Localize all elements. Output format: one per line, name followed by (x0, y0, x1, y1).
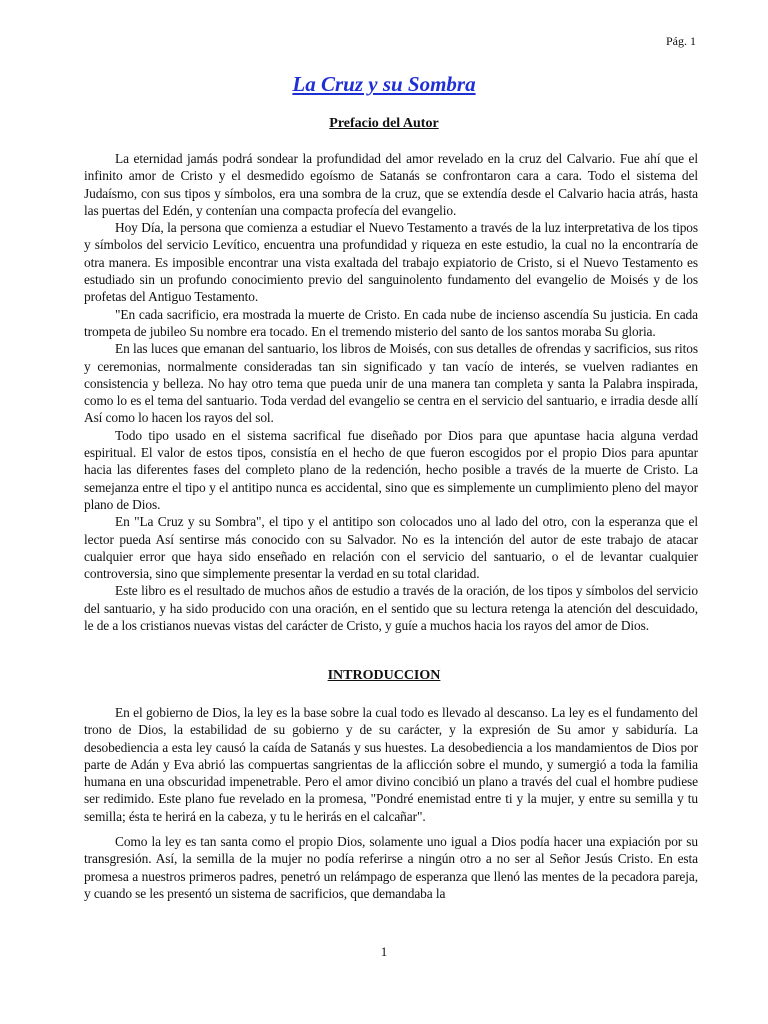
page-number: 1 (380, 944, 388, 959)
introduction-body (84, 704, 698, 902)
document-title: La Cruz y su Sombra (292, 72, 476, 96)
page-header-label: Pág. 1 (666, 34, 696, 48)
preface-paragraph: En "La Cruz y su Sombra", el tipo y el antitipo son colocados uno al lado del otro, con la esperanza que el lector pueda Así sentirse más conocido con su Salvador. No es la intención del autor de este trabajo de atacar cualquier error que haya sido enseñado en relación con el servicio del santuario, o el de levantar cualquier controversia, sino que simplemente presentar la verdad en su total claridad. (84, 514, 698, 582)
introduction-heading: INTRODUCCION (327, 668, 441, 683)
preface-paragraph: Este libro es el resultado de muchos años de estudio a través de la oración, de los tipos y símbolos del servicio del santuario, y ha sido producido con una oración, en el sentido que su lectura retenga la atención del descuidado, le de a los cristianos nuevas vistas del carácter de Cristo, y guíe a muchos hacia los rayos del amor de Dios. (84, 583, 698, 634)
introduction-paragraph: Como la ley es tan santa como el propio Dios, solamente uno igual a Dios podía hacer una expiación por su transgresión. Así, la semilla de la mujer no podía referirse a ningún otro a no ser al Señor Jesús Cristo. En esta promesa a nuestros primeros padres, penetró un relámpago de esperanza que llenó las mentes de la pecadora pareja, y cuando se les presentó un sistema de sacrificios, que demandaba la (84, 834, 698, 901)
preface-paragraph: Hoy Día, la persona que comienza a estudiar el Nuevo Testamento a través de la luz interpretativa de los tipos y símbolos del servicio Levítico, encuentra una profundidad y riqueza en este estudio, la cual no la encontraría de otra manera. Es imposible encontrar una vista exaltada del trabajo expiatorio de Cristo, si el Nuevo Testamento es estudiado sin un profundo conocimiento previo del sanguinolento fundamento del evangelio de Moisés y de los profetas del Antiguo Testamento. (84, 220, 698, 305)
preface-body (84, 150, 698, 634)
preface-paragraph: Todo tipo usado en el sistema sacrifical fue diseñado por Dios para que apuntase hacia alguna verdad espiritual. El valor de estos tipos, consistía en el hecho de que fueron escogidos por el propio Dios para apuntar hacia las diferentes fases del completo plano de la redención, hecho posible a través de la muerte de Cristo. La semejanza entre el tipo y el antitipo nunca es accidental, sino que es simplemente un cumplimiento pleno del mayor plano de Dios. (84, 427, 698, 512)
introduction-paragraph: En el gobierno de Dios, la ley es la base sobre la cual todo es llevado al descanso. La ley es el fundamento del trono de Dios, la estabilidad de su gobierno y de su carácter, y la expresión de Su amor y sabiduría. La desobediencia a esta ley causó la caída de Satanás y sus huestes. La desobediencia a los mandamientos de Dios por parte de Adán y Eva abrió las compuertas sangrientas de la aflicción sobre el mundo, y sumergió a toda la familia humana en una obscuridad impenetrable. Pero el amor divino concibió un plano a través del cual el hombre pudiese ser redimido. Este plano fue revelado en la promesa, "Pondré enemistad entre ti y la mujer, y entre su semilla y tu semilla; ésta te herirá en la cabeza, y tu le herirás en el calcañar". (84, 705, 698, 824)
preface-heading: Prefacio del Autor (329, 116, 439, 131)
preface-paragraph: En las luces que emanan del santuario, los libros de Moisés, con sus detalles de ofrendas y sacrificios, sus ritos y ceremonias, normalmente consideradas tan sin significado y tan vacío de interés, se vuelven radiantes en consistencia y belleza. No hay otro tema que pueda unir de una manera tan completa y santa la Palabra inspirada, como lo es el tema del santuario. Toda verdad del evangelio se centra en el servicio del santuario, e irradia desde allí Así como lo hacen los rayos del sol. (84, 341, 698, 426)
preface-paragraph: La eternidad jamás podrá sondear la profundidad del amor revelado en la cruz del Calvario. Fue ahí que el infinito amor de Cristo y el desmedido egoísmo de Satanás se confrontaron cara a cara. Todo el sistema del Judaísmo, con sus tipos y símbolos, era una sombra de la cruz, que se extendía desde el Calvario hacia atrás, hasta las puertas del Edén, y contenían una compacta profecía del evangelio. (84, 151, 698, 218)
preface-paragraph: "En cada sacrificio, era mostrada la muerte de Cristo. En cada nube de incienso ascendía Su justicia. En cada trompeta de jubileo Su nombre era tocado. En el tremendo misterio del santo de los santos moraba Su gloria. (84, 306, 698, 339)
